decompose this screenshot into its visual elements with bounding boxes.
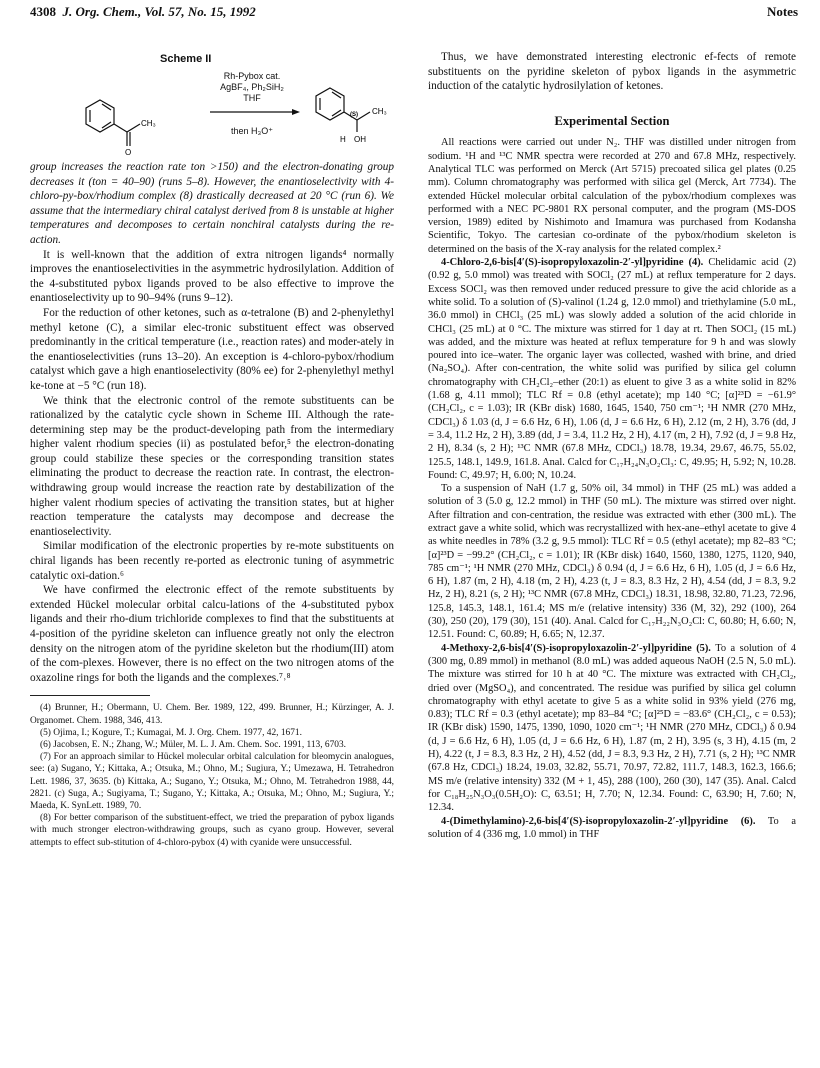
left-column <box>30 53 394 849</box>
reagent-solvent: THF <box>243 93 261 103</box>
compound-6-procedure <box>428 815 796 842</box>
left-paragraph-1: group increases the reaction rate ton >150) and the electron-donating group decreases it (ton = 40–90) (runs 5–8). However, the enantioselectivity with 4-chloro-py-box/rhodium complex (8) drastically decreased at 20 °C (run 6). We assume that the intermediary chiral catalyst derived from 8 is unstable at higher temperatures and decomposes to certain nonchiral catalysts during the re-action. <box>30 161 394 246</box>
compound-4-title: 4-Chloro-2,6-bis[4′(S)-isopropyloxazolin-2′-yl]pyridine (4). <box>441 257 704 269</box>
compound-5-title: 4-Methoxy-2,6-bis[4′(S)-isopropyloxazolin-2′-yl]pyridine (5). <box>441 642 711 654</box>
page-number: 4308 <box>30 4 56 19</box>
reagent-silane: AgBF₄, Ph₂SiH₂ <box>220 82 284 92</box>
footnotes <box>30 702 394 848</box>
compound-5-procedure <box>428 642 796 815</box>
arrow-head <box>292 109 300 115</box>
left-paragraph-5: Similar modification of the electronic properties by re-mote substituents on chiral ligands has been recently re-ported as electronic tuning of asymmetric catalytic oxi-dation.⁶ <box>30 540 394 582</box>
footnote-5: (5) Ojima, I.; Kogure, T.; Kumagai, M. J. Org. Chem. 1977, 42, 1671. <box>40 727 302 738</box>
journal-name: J. Org. Chem., <box>62 4 142 19</box>
experimental-section-title: Experimental Section <box>554 113 670 128</box>
product-stereo-label: (S) <box>350 112 358 118</box>
running-header <box>30 4 256 20</box>
start-methyl-label: CH₃ <box>141 119 156 128</box>
nah-procedure: To a suspension of NaH (1.7 g, 50% oil, 34 mmol) in THF (25 mL) was added a solution of 3 (5.0 g, 12.2 mmol) in THF (50 mL). The mixture was stirred over night. After filtration and con-centration, the residue was extracted with ether (300 mL). The extract gave a white solid, which was recrystallized with hex-ane–ethyl acetate to give 4 as white needles in 78% (3.2 g, 9.5 mmol): TLC Rf = 0.5 (ethyl acetate); mp 82–83 °C; [α]²³D = −99.2° (CH₂Cl₂, c = 1.01); IR (KBr disk) 1640, 1560, 1380, 1275, 1120, 940, 785 cm⁻¹; ¹H NMR (270 MHz, CDCl₃) δ 0.94 (d, J = 6.6 Hz, 6 H), 1.05 (d, J = 6.6 Hz, 6 H), 1.87 (m, 2 H), 4.18 (m, 2 H), 4.23 (t, J = 8.3, 8.3 Hz, 2 H), 4.54 (dd, J = 8.3, 9.2 Hz, 2 H), 8.21 (s, 2 H); ¹³C NMR (67.8 MHz, CDCl₃) 18.31, 18.98, 32.80, 71.23, 72.96, 125.8, 145.3, 148.1, 161.4; MS m/e (relative intensity) 336 (M, 32), 292 (100), 264 (30), 250 (20), 179 (30), 151 (40). Anal. Calcd for C₁₇H₂₂N₃O₂Cl: C, 60.80; H, 6.60; N, 12.51. Found: C, 60.89; H, 6.65; N, 12.37. <box>428 483 796 641</box>
product-h-label: H <box>340 135 346 144</box>
footnote-rule <box>30 695 150 696</box>
left-paragraph-3: For the reduction of other ketones, such as α-tetralone (B) and 2-phenylethyl methyl ketone (C), a similar elec-tronic substituent effect was observed predominantly in the critical temperature (i.e., reaction rates) and moder-ately in the enantioselectivities (runs 13–20). An exception is 4-chloro-pybox/rhodium catalyst which gave a high enantioselectivity (80% ee) for 2-phenylethyl methyl ke-tone at −5 °C (run 18). <box>30 306 394 392</box>
scheme-title: Scheme II <box>160 53 212 65</box>
right-paragraph-1: Thus, we have demonstrated interesting electronic ef-fects of remote substituents on the pyridine skeleton of pybox ligands in the asymmetric induction of the catalytic hydrosilylation of ketones. <box>428 51 796 93</box>
compound-6-title: 4-(Dimethylamino)-2,6-bis[4′(S)-isopropyloxazolin-2′-yl]pyridine (6). <box>441 815 756 827</box>
section-header: Notes <box>766 4 798 19</box>
reaction-scheme <box>30 52 394 160</box>
footnote-8: (8) For better comparison of the substituent-effect, we tried the preparation of pybox ligands with much stronger electron-withdrawing groups, such as cyano group. However, several attempts to effect sub-stitution of 4-chloro-pybox (4) with cyanide were unsuccessful. <box>30 813 394 848</box>
footnote-4: (4) Brunner, H.; Obermann, U. Chem. Ber. 1989, 122, 499. Brunner, H.; Kürzinger, A. J. Organomet. Chem. 1988, 346, 413. <box>30 703 394 726</box>
product-methyl-label: CH₃ <box>372 107 387 116</box>
journal-volume: Vol. 57, No. 15, 1992 <box>144 4 256 19</box>
acetophenone-structure <box>86 100 140 146</box>
right-column <box>428 50 796 841</box>
product-oh-label: OH <box>354 135 366 144</box>
left-paragraph-6: We have confirmed the electronic effect of the remote substituents by extended Hückel molecular orbital calcu-lations of the 4-substituted pybox ligands and their rho-dium trichloride complexes to find that the substituents at 4-position of the pyridine skeleton can influence greatly not only the electron density on the nitrogen atom of the pyridine skeleton but the rhodium(III) atom of the com-plexes. However, there is no effect on the two nitrogen atoms of the oxazoline rings for both the ligands and the complexes.⁷˒⁸ <box>30 584 394 684</box>
start-oxygen-label: O <box>125 148 132 157</box>
compound-5-text: To a solution of 4 (300 mg, 0.89 mmol) in methanol (8.0 mL) was added aqueous NaOH (2.5 N, 5.0 mL). The mixture was stirred for 10 h at 40 °C. The mixture was extracted with CH₂Cl₂, dried over (MgSO₄), and concentrated. The residue was purified by silica gel column chromatography with ethyl acetate to give 5 as a white solid in 93% yield (276 mg, 0.83); TLC Rf = 0.3 (ethyl acetate); mp 83–84 °C; [α]²⁵D = −83.6° (CH₂Cl₂, c = 0.53); IR (KBr disk) 1590, 1475, 1390, 1090, 1020 cm⁻¹; ¹H NMR (270 MHz, CDCl₃) δ 0.94 (d, J = 6.6 Hz, 6 H), 1.05 (d, J = 6.6 Hz, 6 H), 1.87 (m, 2 H), 3.95 (s, 3 H), 4.15 (m, 2 H), 4.22 (t, J = 8.3, 8.3 Hz, 2 H), 4.52 (dd, J = 8.3, 9.3 Hz, 2 H), 7.71 (s, 2 H); ¹³C NMR (67.8 Hz, CDCl₃) 18.24, 19.03, 32.82, 55.71, 70.97, 72.82, 111.7, 148.3, 162.3, 166.6; MS m/e (relative intensity) 332 (M + 1, 45), 288 (100), 260 (30), 147 (35). Anal. Calcd for C₁₈H₂₅N₃O₃(0.5H₂O): C, 63.51; H, 7.70; N, 12.34. Found: C, 63.90; H, 7.60; N, 12.34. <box>428 642 796 814</box>
left-paragraph-4: We think that the electronic control of the remote substituents can be rationalized by the catalytic cycle shown in Scheme III. Although the rate-determining step may be the product-developing path from the intermediary higher valent rhodium species (ii) as postulated befor,⁵ the electron-donating group could stabilize these species or the corresponding transition states eliminating the product to decrease the reaction rate. In contrast, the electron-withdrawing group would increase the reaction rate by destabilization of the higher valent rhodium species of activating the transition states, but at higher reaction temperature the catalysts may decompose and decrease the enantioselectivity. <box>30 394 394 538</box>
footnote-6: (6) Jacobsen, E. N.; Zhang, W.; Müler, M. L. J. Am. Chem. Soc. 1991, 113, 6703. <box>40 739 347 750</box>
reagent-catalyst: Rh-Pybox cat. <box>223 71 281 81</box>
compound-4-procedure <box>428 256 796 482</box>
experimental-general: All reactions were carried out under N₂. THF was distilled under nitrogen from sodium. ¹H and ¹³C NMR spectra were recorded at 270 and 67.8 MHz, respectively. Analytical TLC was performed on Merck (Art 5715) precoated silica gel plates (0.25 mm). Column chromatography was performed with silica gel (Merck, Art 7734). The extended Hückel molecular orbital calculation of the pybox/rhodium complexes was performed with a NEC PC-9801 RX personal computer, and the program (MS-DOS version, 1989) edited by Nishimoto and Imamura was purchased from Kodansha Scientific, Tokyo. The cartesian co-ordinate of the pybox/rhodium skeleton is determined on the basis of the X-ray analysis for the related complex.² <box>428 137 796 255</box>
compound-4-text: Chelidamic acid (2) (0.92 g, 5.0 mmol) was treated with SOCl₂ (27 mL) at reflux temperature for 2 days. Excess SOCl₂ was then removed under reduced pressure to give the acid chloride as a white solid. To a solution of (S)-valinol (1.24 g, 12.0 mmol) and triethylamine (5.0 mL, 36.0 mmol) in CHCl₃ (25 mL) was slowly added a solution of the acid chloride in CHCl₃ (25 mL) at 0 °C. The mixture was stirred for 1 day at rt. Then SOCl₂ (15 mL) was added, and the mixture was heated at reflux temperature for 9 h and was slowly poured into ice–water. The organic layer was collected, washed with brine, and dried (Na₂SO₄). After con-centration, the white solid was purified by silica gel column chromatography with CH₂Cl₂–ether (20:1) as eluent to give 3 as a white solid in 82% (1.68 g, 4.11 mmol); TLC Rf = 0.8 (ethyl acetate); mp 140 °C; [α]²³D = −61.9° (CH₂Cl₂, c = 1.03); IR (KBr disk) 1680, 1645, 1540, 750 cm⁻¹; ¹H NMR (270 MHz, CDCl₃) δ 1.03 (d, J = 6.6 Hz, 6 H), 1.06 (d, J = 6.6 Hz, 6 H), 2.12 (m, 2 H), 3.76 (dd, J = 3.4, 11.2 Hz, 2 H), 3.89 (dd, J = 3.4, 11.2 Hz, 2 H), 4.17 (m, 2 H), 7.92 (d, J = 9.8 Hz, 2 H), 8.34 (s, 2 H); ¹³C NMR (67.8 MHz, CDCl₃) 18.78, 19.34, 29.67, 46.75, 55.02, 125.5, 148.1, 149.9, 161.8. Anal. Calcd for C₁₇H₂₄N₃O₂Cl₃: C, 49.95; H, 5.92; N, 10.28. Found: C, 49.97; H, 6.00; N, 10.24. <box>428 257 796 481</box>
compound-6-text: To a solution of 4 (336 mg, 1.0 mmol) in THF <box>428 815 796 840</box>
scheme-structures <box>30 52 394 160</box>
reagent-workup: then H₃O⁺ <box>231 126 273 136</box>
left-paragraph-2: It is well-known that the addition of extra nitrogen ligands⁴ normally improves the enantioselectivities in the asymmetric hydrosilylation. Addition of the 4-substituted pybox ligands proved to be also effective to improve the enantioselectivity up to 90–94% (runs 9–12). <box>30 248 394 305</box>
footnote-7: (7) For an approach similar to Hückel molecular orbital calculation for bleomycin analogues, see: (a) Sugano, Y.; Kittaka, A.; Otsuka, M.; Ohno, M.; Sugiura, Y.; Umezawa, H. Tetrahedron Lett. 1986, 37, 3635. (b) Kittaka, A.; Sugano, Y.; Otsuka, M.; Ohno, M. Tetrahedron 1988, 44, 2821. (c) Suga, A.; Sugiyama, T.; Sugano, Y.; Kittaka, A.; Otsuka, M.; Ohno, M.; Sugiura, Y.; Maeda, K. SynLett. 1989, 70. <box>30 752 394 811</box>
product-structure <box>316 88 370 132</box>
